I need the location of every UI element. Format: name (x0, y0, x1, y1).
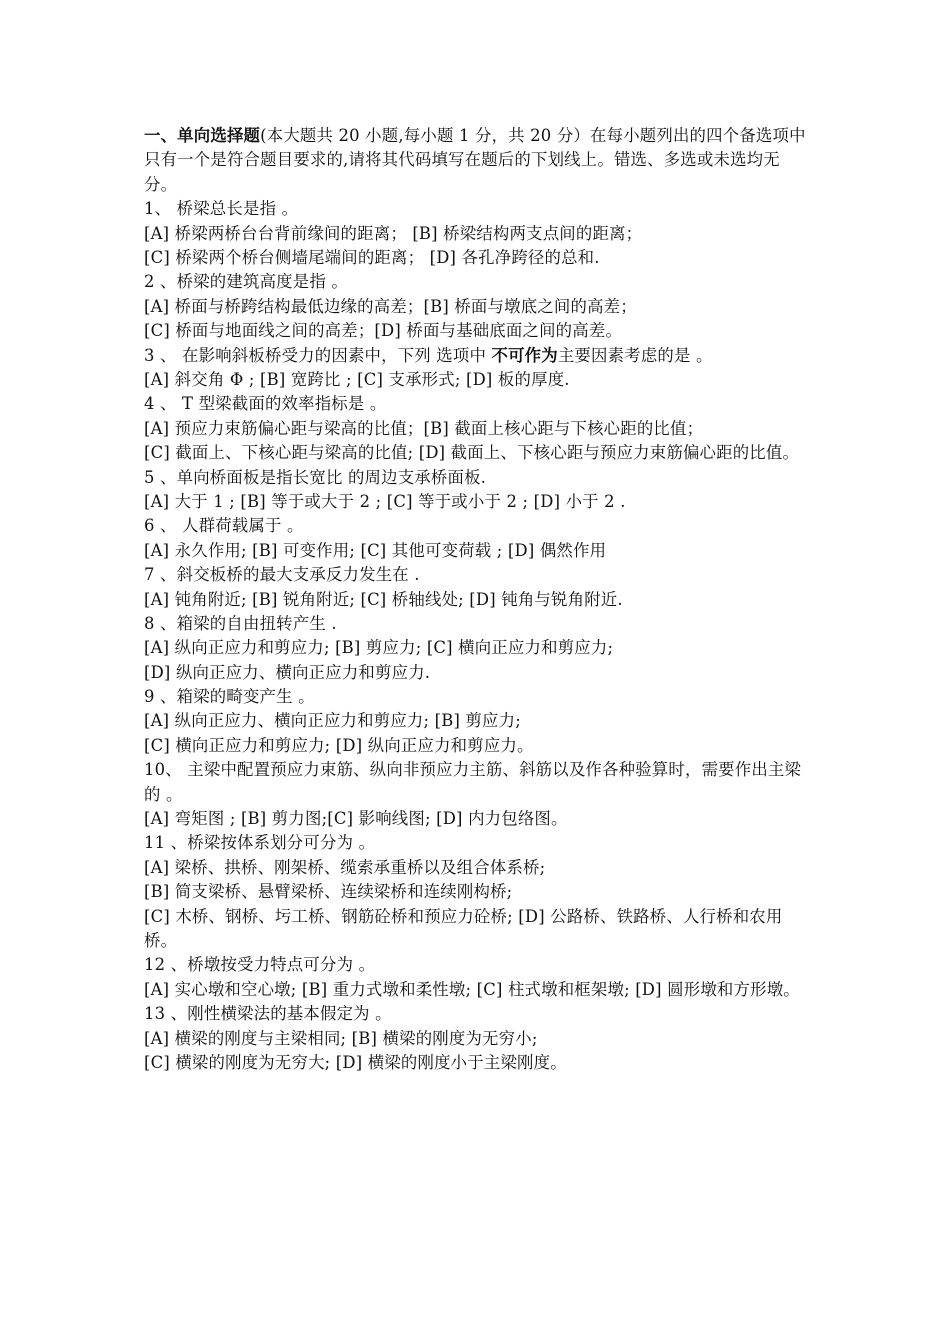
question-6-stem: 6 、 人群荷载属于 。 (144, 516, 304, 536)
question-13-options-line-2: [C] 横梁的刚度为无穷大; [D] 横梁的刚度小于主梁刚度。 (144, 1053, 567, 1073)
question-9-options-line-2: [C] 横向正应力和剪应力; [D] 纵向正应力和剪应力。 (144, 735, 534, 755)
question-7-options-line-1: [A] 钝角附近; [B] 锐角附近; [C] 桥轴线处; [D] 钝角与锐角附近. (144, 589, 623, 609)
section-intro (144, 124, 809, 197)
question-5-stem: 5 、单向桥面板是指长宽比 的周边支承桥面板. (144, 467, 487, 487)
question-3-stem (144, 344, 809, 368)
question-5-options-line-1: [A] 大于 1 ; [B] 等于或大于 2 ; [C] 等于或小于 2 ; [D] 小于 2 . (144, 491, 626, 511)
question-4-stem: 4 、 T 型梁截面的效率指标是 。 (144, 394, 387, 414)
question-3-options-line-1: [A] 斜交角 Φ ; [B] 宽跨比 ; [C] 支承形式; [D] 板的厚度. (144, 369, 570, 389)
question-3-stem-emphasis: 不可作为 (491, 345, 558, 365)
question-8-stem: 8 、箱梁的自由扭转产生 . (144, 613, 337, 633)
document-page (144, 124, 809, 1075)
question-9-stem: 9 、箱梁的畸变产生 。 (144, 687, 315, 707)
question-8-options-line-2: [D] 纵向正应力、横向正应力和剪应力. (144, 662, 431, 682)
question-11-stem: 11 、桥梁按体系划分可分为 。 (144, 833, 376, 853)
question-2-options-line-1: [A] 桥面与桥跨结构最低边缘的高差；[B] 桥面与墩底之间的高差； (144, 296, 637, 316)
question-10-stem: 10、 主梁中配置预应力束筋、纵向非预应力主筋、斜筋以及作各种验算时，需要作出主梁的 。 (144, 760, 802, 804)
question-10-options-line-1: [A] 弯矩图 ; [B] 剪力图;[C] 影响线图; [D] 内力包络图。 (144, 809, 568, 829)
question-1-options-line-1: [A] 桥梁两桥台台背前缘间的距离； [B] 桥梁结构两支点间的距离； (144, 223, 643, 243)
section-instructions: (本大题共 20 小题,每小题 1 分，共 20 分）在每小题列出的四个备选项中只有一个是符合题目要求的,请将其代码填写在题后的下划线上。错选、多选或未选均无分。 (144, 126, 806, 194)
question-2-options-line-2: [C] 桥面与地面线之间的高差；[D] 桥面与基础底面之间的高差。 (144, 321, 623, 341)
question-1-options-line-2: [C] 桥梁两个桥台侧墙尾端间的距离； [D] 各孔净跨径的总和. (144, 248, 600, 267)
question-11-options-line-3: [C] 木桥、钢桥、圬工桥、钢筋砼桥和预应力砼桥; [D] 公路桥、铁路桥、人行桥和农用桥。 (144, 906, 783, 951)
question-7-stem: 7 、斜交板桥的最大支承反力发生在 . (144, 565, 420, 585)
question-4-options-line-1: [A] 预应力束筋偏心距与梁高的比值；[B] 截面上核心距与下核心距的比值； (144, 418, 704, 438)
question-8-options-line-1: [A] 纵向正应力和剪应力; [B] 剪应力; [C] 横向正应力和剪应力; (144, 638, 614, 658)
question-1-stem: 1、 桥梁总长是指 。 (144, 199, 299, 219)
question-12-stem: 12 、桥墩按受力特点可分为 。 (144, 955, 376, 975)
question-4-options-line-2: [C] 截面上、下核心距与梁高的比值; [D] 截面上、下核心距与预应力束筋偏心距的比值。 (144, 443, 800, 463)
section-heading: 一、单向选择题 (144, 126, 261, 145)
question-11-options-line-2: [B] 简支梁桥、悬臂梁桥、连续梁桥和连续刚构桥; (144, 882, 513, 902)
question-2-stem: 2 、桥梁的建筑高度是指 。 (144, 272, 348, 292)
question-9-options-line-1: [A] 纵向正应力、横向正应力和剪应力; [B] 剪应力; (144, 711, 521, 731)
question-3-stem-post: 主要因素考虑的是 。 (557, 345, 713, 365)
question-13-stem: 13 、刚性横梁法的基本假定为 。 (144, 1004, 392, 1024)
question-11-options-line-1: [A] 梁桥、拱桥、刚架桥、缆索承重桥以及组合体系桥; (144, 857, 546, 877)
question-6-options-line-1: [A] 永久作用; [B] 可变作用; [C] 其他可变荷载 ; [D] 偶然作用 (144, 540, 607, 560)
question-3-stem-pre: 3 、 在影响斜板桥受力的因素中，下列 选项中 (144, 345, 492, 365)
question-13-options-line-1: [A] 横梁的刚度与主梁相同; [B] 横梁的刚度为无穷小; (144, 1028, 538, 1048)
question-12-options-line-1: [A] 实心墩和空心墩; [B] 重力式墩和柔性墩; [C] 柱式墩和框架墩; [D] 圆形墩和方形墩。 (144, 979, 800, 999)
